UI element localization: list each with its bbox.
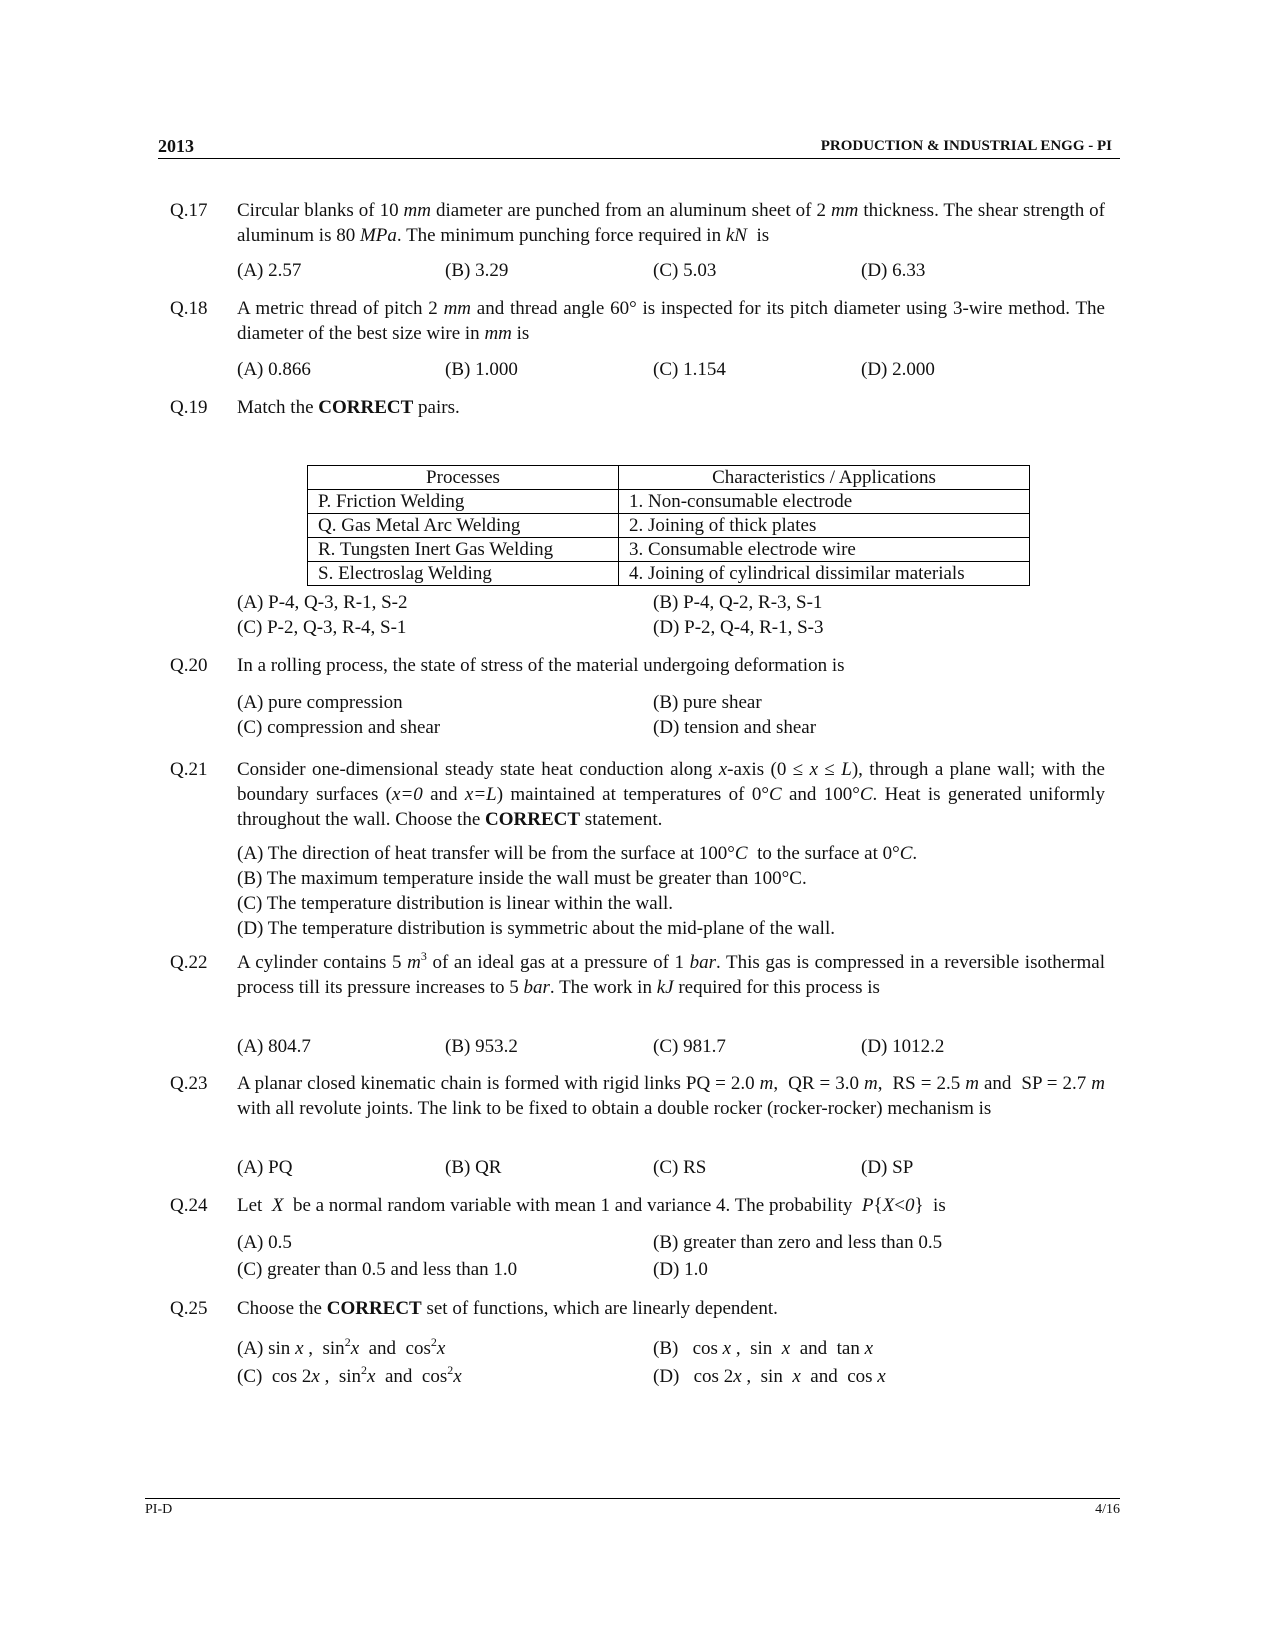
question-number: Q.21 [170,759,208,780]
question-23 [170,1071,1105,1121]
option-a[interactable]: (A) sin x , $\sin^2x$ and $\cos^2x$ [237,1335,446,1359]
option-a[interactable]: (A) 0.5 [237,1232,292,1253]
option-d[interactable]: (D) 1.0 [653,1259,708,1280]
footer-code: PI-D [145,1502,173,1517]
option-d[interactable]: (D) P-2, Q-4, R-1, S-3 [653,617,824,638]
question-24 [170,1193,1105,1218]
match-table [307,465,1030,586]
option-d[interactable]: (D) 1012.2 [861,1036,945,1057]
table-cell: Q. Gas Metal Arc Welding [308,514,619,538]
question-number: Q.25 [170,1298,208,1319]
question-text: A planar closed kinematic chain is formed with rigid links PQ = 2.0 m, QR = 3.0 m, RS = 2.5 m and SP = 2.7 m with all revolute joints. The link to be fixed to obtain a double rocker (rocker-rocker) mechanism is [237,1073,1105,1119]
q18-options [237,357,1107,382]
question-17 [170,198,1105,248]
question-text: In a rolling process, the state of stress of the material undergoing deformation is [237,655,845,676]
option-b[interactable]: (B) greater than zero and less than 0.5 [653,1232,943,1253]
question-number: Q.20 [170,655,208,676]
option-d[interactable]: (D) 6.33 [861,260,926,281]
option-d[interactable]: (D) The temperature distribution is symmetric about the mid-plane of the wall. [237,918,835,939]
option-c[interactable]: (C) greater than 0.5 and less than 1.0 [237,1259,518,1280]
header-title: PRODUCTION & INDUSTRIAL ENGG - PI [820,138,1112,154]
question-22 [170,950,1105,1000]
option-d[interactable]: (D) cos 2x , sin x and cos x [653,1366,886,1387]
question-number: Q.18 [170,298,208,319]
option-d[interactable]: (D) SP [861,1157,914,1178]
option-b[interactable]: (B) P-4, Q-2, R-3, S-1 [653,592,823,613]
option-a[interactable]: (A) PQ [237,1157,293,1178]
table-cell: 1. Non-consumable electrode [619,490,1030,514]
header-year: 2013 [158,136,194,156]
option-c[interactable]: (C) compression and shear [237,717,441,738]
question-19 [170,395,1105,420]
question-number: Q.22 [170,952,208,973]
question-number: Q.23 [170,1073,208,1094]
question-25 [170,1296,1105,1321]
question-text: Circular blanks of 10 mm diameter are punched from an aluminum sheet of 2 mm thickness. The shear strength of aluminum is 80 MPa. The minimum punching force required in kN is [237,200,1105,246]
question-text: Consider one-dimensional steady state heat conduction along x-axis (0 ≤ x ≤ L), through a plane wall; with the boundary surfaces (x=0 and x=L) maintained at temperatures of 0°C and 100°C. Heat is generated uniformly throughout the wall. Choose the CORRECT statement. [237,759,1106,830]
option-c[interactable]: (C) RS [653,1157,707,1178]
option-a[interactable]: (A) 804.7 [237,1036,311,1057]
question-number: Q.17 [170,200,208,221]
table-row [308,538,1030,562]
question-21 [170,757,1105,832]
option-b[interactable]: (B) QR [445,1157,502,1178]
option-b[interactable]: (B) pure shear [653,692,762,713]
option-a[interactable]: (A) pure compression [237,692,403,713]
question-text: A cylinder contains 5 $m^3$ of an ideal gas at a pressure of 1 bar. This gas is compressed in a reversible isothermal process till its pressure increases to 5 bar. The work in kJ required for this process is [237,949,1106,998]
option-d[interactable]: (D) tension and shear [653,717,817,738]
table-row [308,514,1030,538]
option-b[interactable]: (B) 1.000 [445,359,518,380]
option-c[interactable]: (C) 5.03 [653,260,717,281]
table-cell: R. Tungsten Inert Gas Welding [308,538,619,562]
option-c[interactable]: (C) P-2, Q-3, R-4, S-1 [237,617,407,638]
option-b[interactable]: (B) The maximum temperature inside the wall must be greater than 100°C. [237,868,807,889]
q17-options [237,258,1107,283]
table-row [308,562,1030,586]
question-18 [170,296,1105,346]
table-cell: 4. Joining of cylindrical dissimilar materials [619,562,1030,586]
table-cell: S. Electroslag Welding [308,562,619,586]
option-a[interactable]: (A) The direction of heat transfer will be from the surface at 100°C to the surface at 0°C. [237,843,918,864]
question-text: A metric thread of pitch 2 mm and thread angle 60° is inspected for its pitch diameter using 3-wire method. The diameter of the best size wire in mm is [237,298,1105,344]
option-c[interactable]: (C) 1.154 [653,359,726,380]
table-cell: 3. Consumable electrode wire [619,538,1030,562]
question-text: Choose the CORRECT set of functions, which are linearly dependent. [237,1298,778,1319]
option-d[interactable]: (D) 2.000 [861,359,935,380]
table-header-row [308,466,1030,490]
page-number: 4/16 [1095,1502,1120,1517]
table-header: Characteristics / Applications [619,466,1030,490]
option-c[interactable]: (C) 981.7 [653,1036,726,1057]
option-a[interactable]: (A) 2.57 [237,260,302,281]
q25-options [237,1336,1107,1389]
header-rule [158,158,1120,159]
option-c[interactable]: (C) cos 2x , $\sin^2x$ and $\cos^2x$ [237,1363,462,1387]
question-text: Match the CORRECT pairs. [237,397,460,418]
q24-options [237,1230,1107,1282]
table-cell: P. Friction Welding [308,490,619,514]
question-20 [170,653,1105,678]
question-number: Q.19 [170,397,208,418]
q22-options [237,1034,1107,1059]
q20-options [237,690,1107,740]
q19-options [237,590,1107,640]
table-row [308,490,1030,514]
option-c[interactable]: (C) The temperature distribution is linear within the wall. [237,893,674,914]
table-cell: 2. Joining of thick plates [619,514,1030,538]
option-b[interactable]: (B) 3.29 [445,260,509,281]
question-text: Let X be a normal random variable with mean 1 and variance 4. The probability P{X<0} is [237,1195,946,1216]
option-b[interactable]: (B) 953.2 [445,1036,518,1057]
q21-options [237,841,1107,941]
option-a[interactable]: (A) 0.866 [237,359,311,380]
question-number: Q.24 [170,1195,208,1216]
footer-rule [145,1498,1120,1499]
q23-options [237,1155,1107,1180]
option-b[interactable]: (B) cos x , sin x and tan x [653,1338,874,1359]
option-a[interactable]: (A) P-4, Q-3, R-1, S-2 [237,592,408,613]
table-header: Processes [308,466,619,490]
